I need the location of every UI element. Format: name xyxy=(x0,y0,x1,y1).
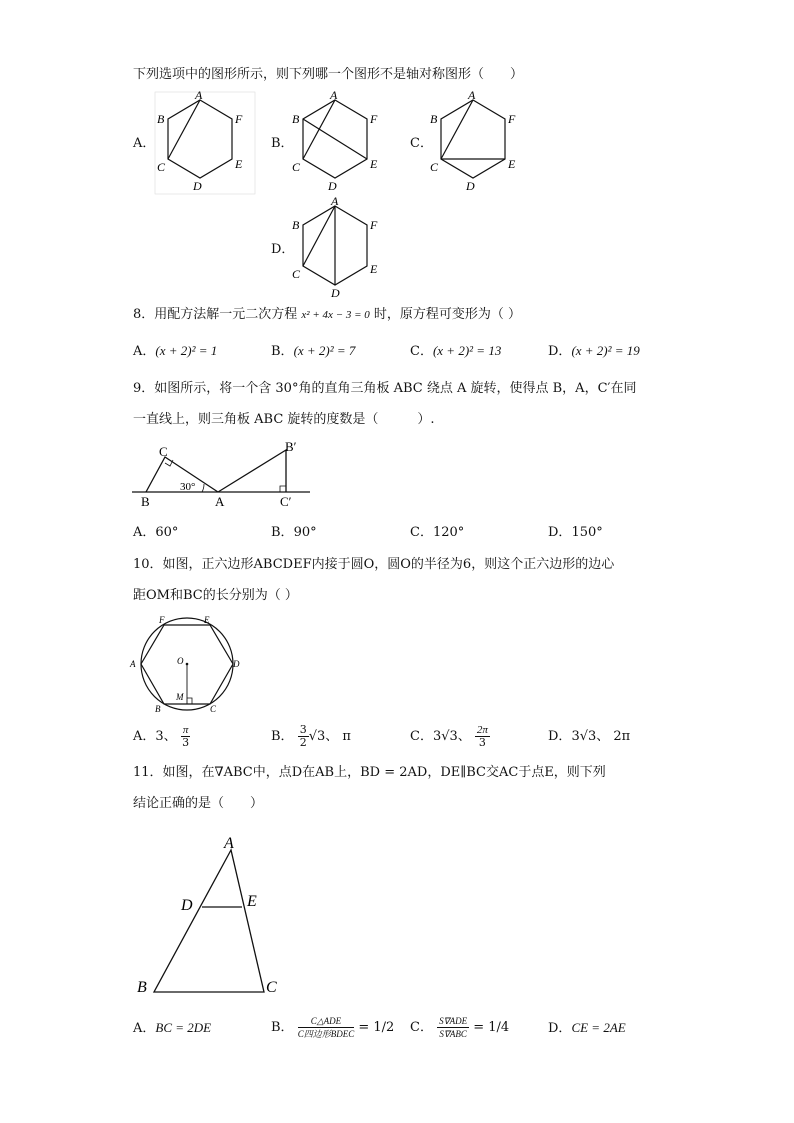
q7-stem: 下列选项中的图形所示，则下列哪一个图形不是轴对称图形（ ） xyxy=(133,67,524,82)
q7c-label-F: F xyxy=(508,112,516,126)
q10-label-O: O xyxy=(177,656,184,666)
q11-figure xyxy=(133,830,293,1000)
q7c-label-A: A xyxy=(468,88,476,102)
q11-stem-line2: 结论正确的是（ ） xyxy=(133,796,264,811)
q9-stem-line2: 一直线上，则三角板 ABC 旋转的度数是（ ）. xyxy=(133,412,435,427)
q7b-label-E: E xyxy=(370,157,378,171)
q7a-label-D: D xyxy=(193,179,202,193)
q7a-label-B: B xyxy=(157,112,165,126)
q10-figure xyxy=(130,612,245,717)
q11-label-A: A xyxy=(224,835,234,852)
q11-option-a: A．BC = 2DE xyxy=(133,1020,212,1036)
q7-option-d-label: D． xyxy=(271,242,295,257)
q8-option-b: B．(x + 2)² = 7 xyxy=(271,343,356,359)
q9-option-d: D．150° xyxy=(548,525,603,540)
q7d-label-A: A xyxy=(331,194,339,208)
q9-option-a: A．60° xyxy=(133,525,179,540)
q11-label-E: E xyxy=(247,893,257,910)
q10-label-D: D xyxy=(233,659,240,669)
q7a-label-A: A xyxy=(195,88,203,102)
q9-label-Bp: B′ xyxy=(285,439,297,454)
q7a-label-E: E xyxy=(235,157,243,171)
q8-stem xyxy=(133,307,521,323)
q7-option-c-figure xyxy=(428,88,528,194)
q7b-label-F: F xyxy=(370,112,378,126)
q10-label-M: M xyxy=(176,692,184,702)
q11-option-c: C． $\frac{\text{S∇ADE}}{\text{S∇ABC}}$ = 1/4 xyxy=(410,1016,510,1039)
q9-label-angle: 30° xyxy=(180,481,196,493)
q7-option-c-label: C． xyxy=(410,136,433,151)
q7a-label-F: F xyxy=(235,112,243,126)
q8-equation: x² + 4x − 3 = 0 xyxy=(301,309,370,321)
q10-stem-line1: 10．如图，正六边形ABCDEF内接于圆O，圆O的半径为6，则这个正六边形的边心 xyxy=(133,557,615,572)
q9-option-c: C．120° xyxy=(410,525,465,540)
q10-option-c: C．3√3、 $\frac{2\pi}{3}$ xyxy=(410,724,488,749)
q11-stem-line1: 11．如图，在∇ABC中，点D在AB上，BD = 2AD，DE∥BC交AC于点E，则下列 xyxy=(133,765,606,780)
q9-label-A: A xyxy=(215,494,225,509)
q11-label-D: D xyxy=(181,897,193,914)
q10-label-C: C xyxy=(210,704,217,714)
q9-stem-line1: 9．如图所示，将一个含 30°角的直角三角板 ABC 绕点 A 旋转，使得点 B，A，C′在同 xyxy=(133,381,637,396)
q10-option-a: A．3、 $\frac{\pi}{3}$ xyxy=(133,724,190,749)
q9-label-Cp: C′ xyxy=(280,494,292,509)
q11-option-d: D．CE = 2AE xyxy=(548,1020,626,1036)
q10-option-b: B． $\frac{3}{2}$ √3、 π xyxy=(271,723,351,749)
q7d-label-F: F xyxy=(370,218,378,232)
q7-option-b-label: B． xyxy=(271,136,294,151)
q10-option-d: D．3√3、 2π xyxy=(548,729,631,744)
q7-option-d-figure xyxy=(290,196,390,300)
q8-option-c: C．(x + 2)² = 13 xyxy=(410,343,502,359)
q8-option-a: A．(x + 2)² = 1 xyxy=(133,343,218,359)
q11-label-B: B xyxy=(137,979,147,996)
q9-figure xyxy=(130,440,315,515)
q7b-label-D: D xyxy=(328,179,337,193)
q7d-label-C: C xyxy=(292,267,301,281)
q7c-label-E: E xyxy=(508,157,516,171)
q9-label-C: C xyxy=(159,444,168,459)
q9-option-b: B．90° xyxy=(271,525,317,540)
q7b-label-B: B xyxy=(292,112,300,126)
q11-label-C: C xyxy=(266,979,277,996)
q10-stem-line2: 距OM和BC的长分别为（ ） xyxy=(133,588,298,603)
q10-label-A: A xyxy=(130,659,136,669)
q7a-label-C: C xyxy=(157,160,166,174)
q7d-label-E: E xyxy=(370,262,378,276)
q7-option-b-figure xyxy=(290,88,390,194)
q10-label-E: E xyxy=(204,615,210,625)
q7c-label-C: C xyxy=(430,160,439,174)
q7b-label-C: C xyxy=(292,160,301,174)
q7d-label-B: B xyxy=(292,218,300,232)
q9-label-B: B xyxy=(141,494,150,509)
q10-label-B: B xyxy=(155,704,161,714)
q8-stem-pre: 8．用配方法解一元二次方程 xyxy=(133,307,298,322)
q10-label-F: F xyxy=(159,615,165,625)
q7-option-a-figure xyxy=(155,88,255,194)
q7c-label-B: B xyxy=(430,112,438,126)
q7b-label-A: A xyxy=(330,88,338,102)
q7-option-a-label: A． xyxy=(133,136,156,151)
q11-option-b: B． $\frac{\text{C△ADE}}{\text{C四边形BDEC}}$ = 1/2 xyxy=(271,1016,395,1039)
q7d-label-D: D xyxy=(331,286,340,300)
q8-stem-post: 时，原方程可变形为（ ） xyxy=(373,307,522,322)
q8-option-d: D．(x + 2)² = 19 xyxy=(548,343,640,359)
q7c-label-D: D xyxy=(466,179,475,193)
